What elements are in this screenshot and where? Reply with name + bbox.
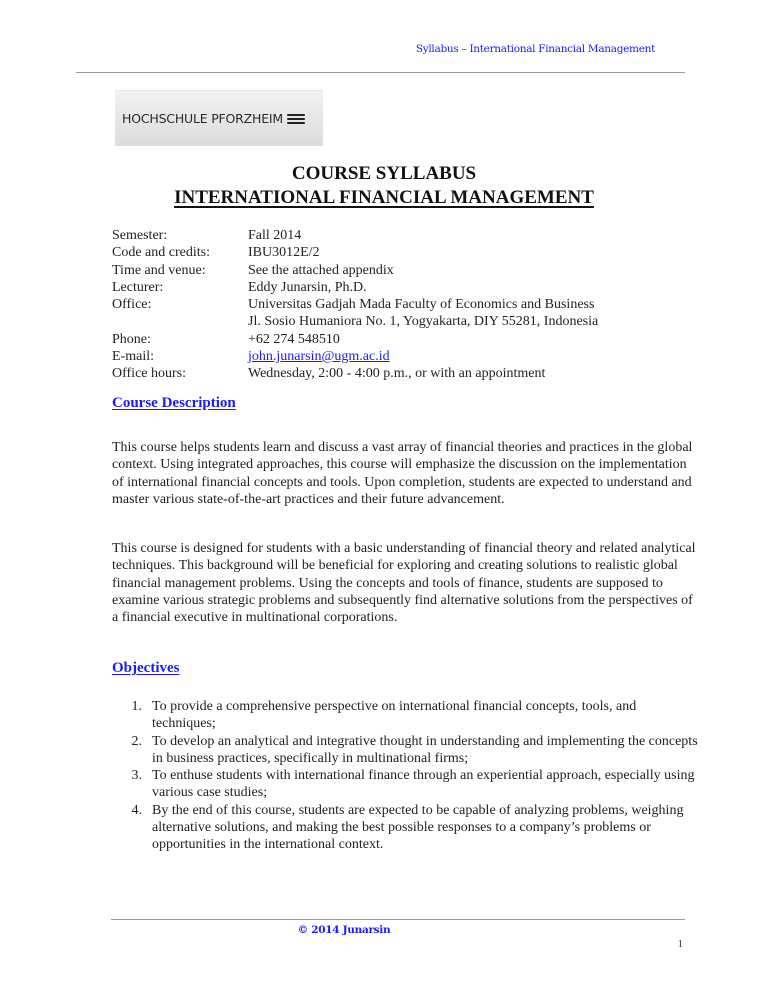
- info-row-time: [112, 262, 598, 279]
- info-label: Office hours:: [112, 366, 186, 382]
- info-value: Wednesday, 2:00 - 4:00 p.m., or with an appointment: [248, 366, 546, 382]
- objective-item: [112, 733, 702, 768]
- objectives-list: [112, 698, 702, 854]
- info-row-office-hours: [112, 365, 598, 382]
- info-value: See the attached appendix: [248, 262, 394, 278]
- info-value: IBU3012E/2: [248, 245, 320, 261]
- info-row-email: [112, 348, 598, 365]
- objective-number: 1.: [131, 699, 142, 714]
- objective-number: 4.: [131, 802, 142, 818]
- info-value: Eddy Junarsin, Ph.D.: [248, 279, 367, 295]
- objective-item: [112, 767, 702, 802]
- objectives-heading[interactable]: Objectives: [112, 660, 180, 676]
- email-link[interactable]: john.junarsin@ugm.ac.id: [248, 349, 390, 365]
- info-label: E-mail:: [112, 349, 154, 365]
- university-logo: [115, 90, 323, 146]
- document-title: [0, 162, 768, 210]
- course-description-heading[interactable]: Course Description: [112, 395, 236, 411]
- info-row-code: [112, 244, 598, 261]
- info-label: Semester:: [112, 228, 168, 243]
- info-value: Fall 2014: [248, 228, 302, 243]
- description-paragraph-2: This course is designed for students with a basic understanding of financial theory and related analytical techniques. This background will be beneficial for exploring and creating solutions to realistic global financial management problems. Using the concepts and tools of finance, students are supposed to examine various strategic problems and subsequently find alternative solutions from the perspectives of a financial executive in multinational corporations.: [112, 541, 696, 626]
- objective-text: To develop an analytical and integrative thought in understanding and implementing the concepts in business practices, specifically in multinational firms;: [152, 733, 698, 766]
- objective-item: [112, 698, 702, 733]
- page-number: 1: [677, 938, 683, 950]
- copyright-notice: © 2014 Junarsin: [297, 924, 391, 936]
- info-value: [248, 296, 598, 331]
- title-line-2: INTERNATIONAL FINANCIAL MANAGEMENT: [174, 187, 594, 208]
- info-label: Time and venue:: [112, 262, 206, 278]
- description-paragraph-1: This course helps students learn and discuss a vast array of financial theories and practices in the global context. Using integrated approaches, this course will emphasize the discussion on the implementation of international financial concepts and tools. Upon completion, students are expected to understand and master various state-of-the-art practices and their future advancement.: [112, 440, 693, 507]
- objective-text: To provide a comprehensive perspective on international financial concepts, tools, and techniques;: [152, 699, 637, 732]
- logo-text: HOCHSCHULE PFORZHEIM: [122, 111, 283, 126]
- info-row-phone: [112, 331, 598, 348]
- office-line-1: Universitas Gadjah Mada Faculty of Economics and Business: [248, 297, 595, 313]
- info-label: Code and credits:: [112, 245, 210, 261]
- header-divider: [76, 72, 685, 73]
- objective-number: 2.: [131, 733, 142, 749]
- title-line-1: COURSE SYLLABUS: [291, 163, 477, 184]
- course-info-table: [112, 227, 598, 383]
- info-label: Lecturer:: [112, 279, 164, 295]
- office-line-2: Jl. Sosio Humaniora No. 1, Yogyakarta, DIY 55281, Indonesia: [248, 314, 599, 330]
- objective-text: To enthuse students with international finance through an experiential approach, especially using various case studies;: [152, 768, 695, 801]
- info-value: +62 274 548510: [248, 331, 340, 347]
- objective-number: 3.: [131, 768, 142, 784]
- footer-divider: [111, 919, 685, 920]
- running-title: Syllabus – International Financial Management: [415, 43, 655, 55]
- logo-stripes-icon: [287, 114, 305, 124]
- info-row-lecturer: [112, 279, 598, 296]
- info-row-semester: [112, 227, 598, 244]
- objective-text: By the end of this course, students are expected to be capable of analyzing problems, weighing alternative solutions, and making the best possible responses to a company’s problems or opportunities in the international context.: [152, 802, 684, 853]
- objective-item: [112, 802, 702, 854]
- info-label: Phone:: [112, 331, 151, 347]
- info-label: Office:: [112, 297, 152, 313]
- info-row-office: [112, 296, 598, 331]
